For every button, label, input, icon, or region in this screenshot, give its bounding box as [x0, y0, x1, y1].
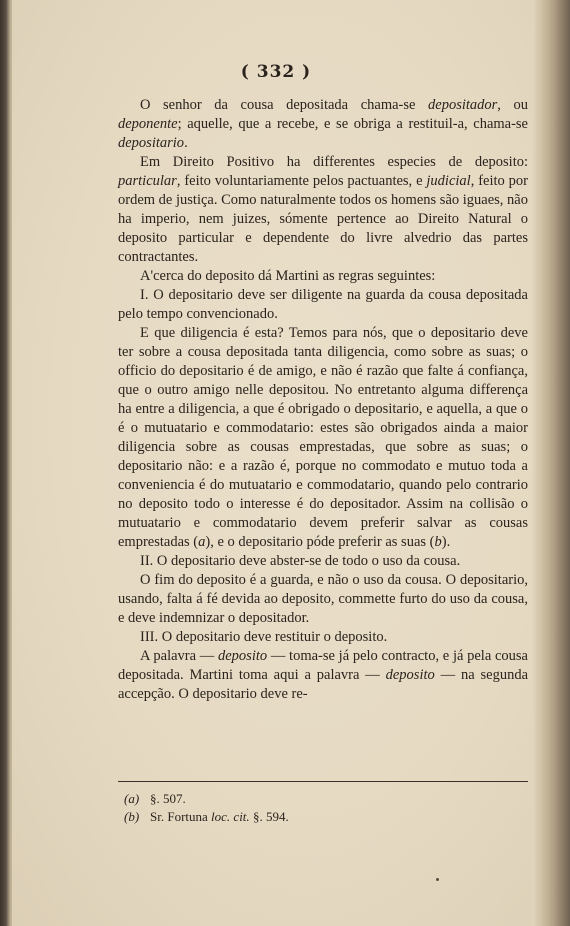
- paragraph: [118, 267, 528, 286]
- text-run: Em Direito Positivo ha differentes especies de deposito:: [140, 154, 528, 170]
- text-run: E que diligencia é esta? Temos para nós, que o depositario deve ter sobre a cousa depositada tanta diligencia, como sobre as suas; o officio do depositario é de amigo, e não é razão que falte á confiança, que o outro amigo nelle depositou. No entretanto alguma differença ha entre a diligencia, a que é obrigado o depositario, e aquella, a que o é o mutuatario e commodatario: estes são obrigados ainda a maior diligencia sobre as cousas emprestadas, que sobre as suas; o depositario não: e a razão é, porque no commodato e mutuo toda a conveniencia é do mutuatario e commodatario, quando pelo contrario no deposito todo o interesse é do depositador. Assim na collisão o mutuatario e commodatario devem preferir salvar as cousas emprestadas (: [118, 325, 528, 550]
- italic-text: judicial: [426, 173, 471, 189]
- text-run: A palavra —: [140, 648, 218, 664]
- footnote-mark: (b): [124, 809, 140, 824]
- text-run: , ou: [497, 97, 528, 113]
- page-number: ( 332 ): [240, 62, 312, 82]
- paragraph: [118, 324, 528, 552]
- text-run: — toma-se já pelo contracto, e já pela cousa depositada. Martini toma aqui a palavra —: [118, 648, 528, 683]
- italic-text: deponente: [118, 116, 178, 132]
- text-run: O fim do deposito é a guarda, e não o uso da cousa. O depositario, usando, falta á fé devida ao deposito, commette furto do uso da cousa, e deve indemnizar o depositador.: [118, 572, 528, 626]
- body-text: [118, 96, 528, 704]
- italic-text: depositario: [118, 135, 185, 151]
- italic-text: depositador: [428, 97, 498, 113]
- paragraph: [118, 571, 528, 628]
- text-run: ).: [441, 534, 451, 550]
- italic-text: particular: [118, 173, 177, 189]
- text-run: A'cerca do deposito dá Martini as regras seguintes:: [140, 268, 436, 284]
- text-run: III. O depositario deve restituir o deposito.: [140, 629, 388, 645]
- paragraph: [118, 96, 528, 153]
- paragraph: [118, 628, 528, 647]
- italic-text: b: [434, 534, 442, 550]
- paragraph: [118, 153, 528, 267]
- text-run: O senhor da cousa depositada chama-se: [140, 97, 429, 113]
- paragraph: [118, 286, 528, 324]
- ink-speck: [436, 878, 439, 881]
- text-run: .: [184, 135, 188, 151]
- footnote-text: Sr. Fortuna loc. cit. §. 594.: [150, 809, 289, 824]
- paragraph: [118, 647, 528, 704]
- italic-text: deposito: [217, 648, 268, 664]
- text-run: II. O depositario deve abster-se de todo o uso da cousa.: [140, 553, 461, 569]
- text-run: I. O depositario deve ser diligente na guarda da cousa depositada pelo tempo convencionado.: [118, 287, 528, 322]
- italic-text: loc. cit.: [211, 809, 250, 824]
- page-edge: [532, 0, 570, 926]
- footnotes: [124, 790, 524, 826]
- italic-text: deposito: [385, 667, 435, 683]
- footnote-a: [124, 790, 524, 808]
- footnote-text: §. 507.: [150, 791, 186, 806]
- footnote-b: [124, 808, 524, 826]
- text-run: ), e o depositario póde preferir as suas (: [205, 534, 435, 550]
- footnote-mark: (a): [124, 791, 140, 806]
- text-run: — na segunda accepção. O depositario deve re-: [118, 667, 529, 702]
- text-run: , feito voluntariamente pelos pactuantes, e: [176, 173, 427, 189]
- italic-text: a: [198, 534, 206, 550]
- text-run: , feito por ordem de justiça. Como naturalmente todos os homens são iguaes, não ha imperio, nem juizes, sómente pertence ao Direito Natural o deposito particular e dependente do livre alvedrio das partes contractantes.: [118, 173, 528, 265]
- paragraph: [118, 552, 528, 571]
- text-run: ; aquelle, que a recebe, e se obriga a restituil-a, chama-se: [177, 116, 528, 132]
- footnote-rule: [118, 781, 528, 782]
